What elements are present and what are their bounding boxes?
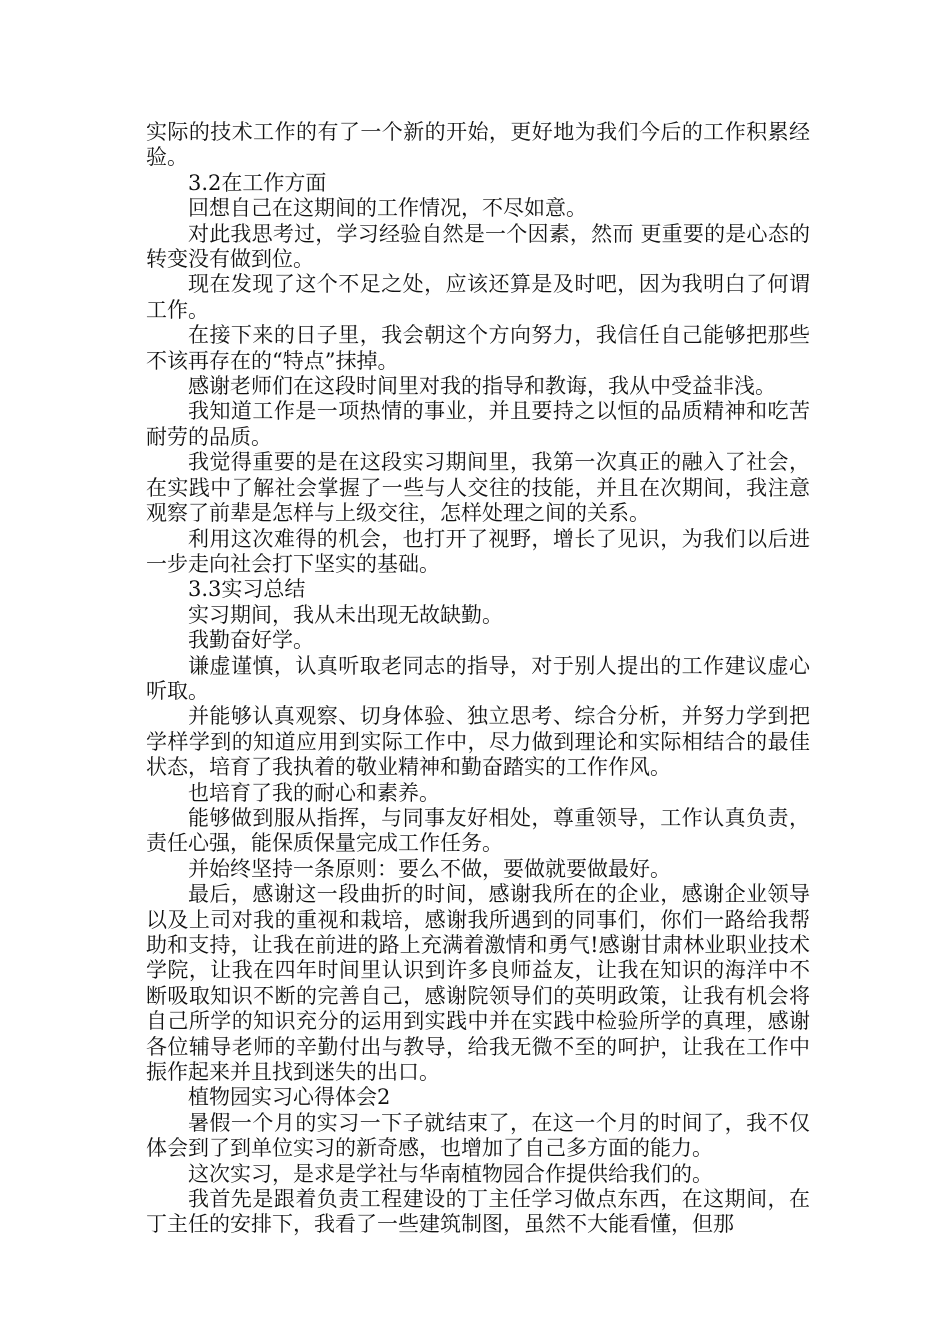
paragraph: 我觉得重要的是在这段实习期间里，我第一次真正的融入了社会，在实践中了解社会掌握了一些与人交往的技能，并且在次期间，我注意观察了前辈是怎样与上级交往，怎样处理之间的关系。 xyxy=(146,450,810,526)
paragraph: 对此我思考过，学习经验自然是一个因素，然而 更重要的是心态的转变没有做到位。 xyxy=(146,221,810,272)
paragraph: 暑假一个月的实习一下子就结束了，在这一个月的时间了，我不仅体会到了到单位实习的新奇感，也增加了自己多方面的能力。 xyxy=(146,1110,810,1161)
section-heading-3-3: 3.3实习总结 xyxy=(188,577,306,602)
paragraph: 并能够认真观察、切身体验、独立思考、综合分析，并努力学到把学样学到的知道应用到实际工作中，尽力做到理论和实际相结合的最佳状态，培育了我执着的敬业精神和勤奋踏实的工作作风。 xyxy=(146,704,810,780)
paragraph: 我知道工作是一项热情的事业，并且要持之以恒的品质精神和吃苦耐劳的品质。 xyxy=(146,399,810,449)
paragraph: 实习期间，我从未出现无故缺勤。 xyxy=(188,602,503,627)
paragraph: 最后，感谢这一段曲折的时间，感谢我所在的企业，感谢企业领导以及上司对我的重视和栽培，感谢我所遇到的同事们，你们一路给我帮助和支持，让我在前进的路上充满着激情和勇气!感谢甘肃林业职业技术学院，让我在四年时间里认识到许多良师益友，让我在知识的海洋中不断吸取知识不断的完善自己，感谢院领导们的英明政策，让我有机会将自己所学的知识充分的运用到实践中并在实践中检验所学的真理，感谢各位辅导老师的辛勤付出与教导，给我无微不至的呵护，让我在工作中振作起来并且找到迷失的出口。 xyxy=(146,882,810,1085)
paragraph: 这次实习，是求是学社与华南植物园合作提供给我们的。 xyxy=(188,1161,713,1186)
document-page xyxy=(146,120,810,1238)
paragraph: 谦虚谨慎，认真听取老同志的指导，对于别人提出的工作建议虚心听取。 xyxy=(146,653,810,703)
paragraph-continuation: 实际的技术工作的有了一个新的开始，更好地为我们今后的工作积累经验。 xyxy=(146,120,810,170)
paragraph: 利用这次难得的机会，也打开了视野，增长了见识，为我们以后进一步走向社会打下坚实的基础。 xyxy=(146,526,810,576)
paragraph: 在接下来的日子里，我会朝这个方向努力，我信任自己能够把那些不该再存在的“特点”抹掉。 xyxy=(146,323,810,373)
paragraph: 我首先是跟着负责工程建设的丁主任学习做点东西，在这期间，在丁主任的安排下，我看了一些建筑制图，虽然不大能看懂，但那 xyxy=(146,1187,810,1237)
paragraph: 也培育了我的耐心和素养。 xyxy=(188,780,440,805)
paragraph: 能够做到服从指挥，与同事友好相处，尊重领导，工作认真负责，责任心强，能保质保量完成工作任务。 xyxy=(146,805,810,856)
section-heading-3-2: 3.2在工作方面 xyxy=(188,170,327,195)
paragraph: 回想自己在这期间的工作情况，不尽如意。 xyxy=(188,196,587,221)
paragraph: 我勤奋好学。 xyxy=(188,628,314,653)
paragraph: 并始终坚持一条原则：要么不做，要做就要做最好。 xyxy=(188,856,671,881)
paragraph: 现在发现了这个不足之处，应该还算是及时吧，因为我明白了何谓工作。 xyxy=(146,272,810,322)
paragraph: 感谢老师们在这段时间里对我的指导和教诲，我从中受益非浅。 xyxy=(188,374,776,399)
section-heading-part-2: 植物园实习心得体会2 xyxy=(188,1085,391,1110)
